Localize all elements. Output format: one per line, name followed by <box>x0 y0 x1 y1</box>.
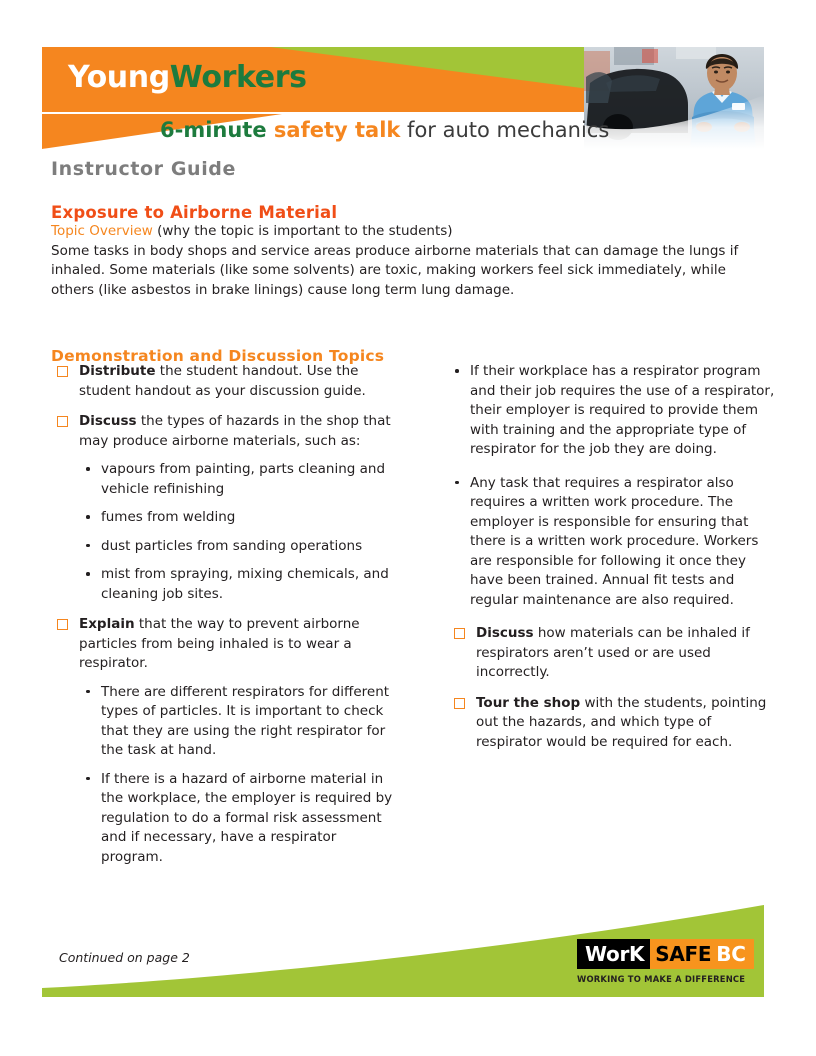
checklist-item[interactable] <box>51 412 401 604</box>
bullet-icon <box>86 777 90 781</box>
right-column <box>448 362 778 763</box>
checklist-item-text: with the students, pointing out the hazards, and which type of respirator would be required for each. <box>476 694 767 750</box>
logo-work-text: WorK <box>577 939 650 969</box>
continued-note: Continued on page 2 <box>59 950 190 965</box>
checkbox-icon[interactable] <box>57 366 68 377</box>
list-item-text: There are different respirators for different types of particles. It is important to check that they are using the right respirator for the task at hand. <box>101 683 390 758</box>
checklist-item-lead: Discuss <box>476 625 534 641</box>
checklist-item-text: how materials can be inhaled if respirators aren’t used or are used incorrectly. <box>476 625 750 680</box>
list-item <box>79 565 401 604</box>
topic-overview-label-suffix: (why the topic is important to the students) <box>152 223 453 239</box>
list-item-text: fumes from welding <box>101 509 236 525</box>
instructor-guide-label: Instructor Guide <box>51 158 236 180</box>
bullet-icon <box>86 690 90 694</box>
list-item <box>448 362 778 460</box>
list-item-text: If there is a hazard of airborne material in the workplace, the employer is required by regulation to do a formal risk assessment and if necessary, have a respirator program. <box>101 770 393 865</box>
wordmark-young: Young <box>68 60 170 95</box>
logo-tagline: WORKING TO MAKE A DIFFERENCE <box>577 974 746 984</box>
subtitle-duration: 6-minute <box>160 118 274 142</box>
checklist-item-lead: Distribute <box>79 363 156 379</box>
checklist-item-text: the student handout. Use the student handout as your discussion guide. <box>79 363 366 399</box>
bullet-icon <box>86 572 90 576</box>
masthead-banner <box>42 47 764 149</box>
bullet-icon <box>455 481 459 485</box>
logo-safebc-block <box>650 939 753 969</box>
list-item-text: Any task that requires a respirator also requires a written work procedure. The employer is responsible for ensuring that there is a written work procedure. Workers are responsible for following it once they have been trained. Annual fit tests and regular maintenance are also required. <box>470 474 759 608</box>
logo-safe-text: SAFE <box>655 942 712 966</box>
sub-bullet-list <box>79 460 401 604</box>
worksafebc-logo <box>577 939 746 984</box>
list-item-text: mist from spraying, mixing chemicals, and cleaning job sites. <box>101 566 389 602</box>
young-workers-wordmark <box>68 58 307 98</box>
checkbox-icon[interactable] <box>454 698 465 709</box>
left-column <box>51 362 401 878</box>
checklist-item[interactable] <box>448 694 778 753</box>
section-heading-demonstration: Demonstration and Discussion Topics <box>51 346 385 365</box>
checklist-item-text: the types of hazards in the shop that may produce airborne materials, such as: <box>79 413 391 449</box>
topic-overview-block <box>51 222 741 300</box>
topic-overview-body: Some tasks in body shops and service areas produce airborne materials that can damage the lungs if inhaled. Some materials (like some solvents) are toxic, making workers feel sick immediately, while others (like asbestos in brake linings) cause long term lung damage. <box>51 242 739 298</box>
checkbox-icon[interactable] <box>57 416 68 427</box>
bullet-icon <box>455 369 459 373</box>
checklist-item-text: that the way to prevent airborne particles from being inhaled is to wear a respirator. <box>79 616 360 671</box>
checklist-item[interactable] <box>51 615 401 867</box>
checklist-item-lead: Discuss <box>79 413 137 429</box>
checklist-item[interactable] <box>448 624 778 683</box>
list-item <box>79 508 401 528</box>
list-item-text: vapours from painting, parts cleaning and vehicle refinishing <box>101 461 386 497</box>
wordmark-workers: Workers <box>169 60 307 95</box>
auto-mechanic-photo <box>584 47 764 149</box>
topic-overview-label: Topic Overview <box>51 223 153 239</box>
checklist-item-lead: Explain <box>79 616 135 632</box>
list-item <box>79 770 401 868</box>
page-title: Exposure to Airborne Material <box>51 203 338 223</box>
list-item <box>79 537 401 557</box>
list-item-text: If their workplace has a respirator program and their job requires the use of a respirator, their employer is required to provide them with training and the appropriate type of respirator for the job they are doing. <box>470 363 775 457</box>
logo-bc-text: BC <box>716 942 746 966</box>
list-item <box>448 474 778 611</box>
checkbox-icon[interactable] <box>454 628 465 639</box>
bullet-icon <box>86 544 90 548</box>
worksafebc-logo-bar <box>577 939 746 969</box>
list-item <box>79 460 401 499</box>
banner-subtitle <box>160 115 609 145</box>
bullet-icon <box>86 467 90 471</box>
list-item-text: dust particles from sanding operations <box>101 537 363 554</box>
list-item <box>79 683 401 761</box>
checklist-item[interactable] <box>51 362 401 401</box>
bullet-icon <box>86 515 90 519</box>
subtitle-audience: for auto mechanics <box>400 118 610 142</box>
sub-bullet-list <box>79 683 401 868</box>
subtitle-safety-talk: safety talk <box>273 118 401 142</box>
checklist-item-lead: Tour the shop <box>476 694 581 711</box>
checkbox-icon[interactable] <box>57 619 68 630</box>
